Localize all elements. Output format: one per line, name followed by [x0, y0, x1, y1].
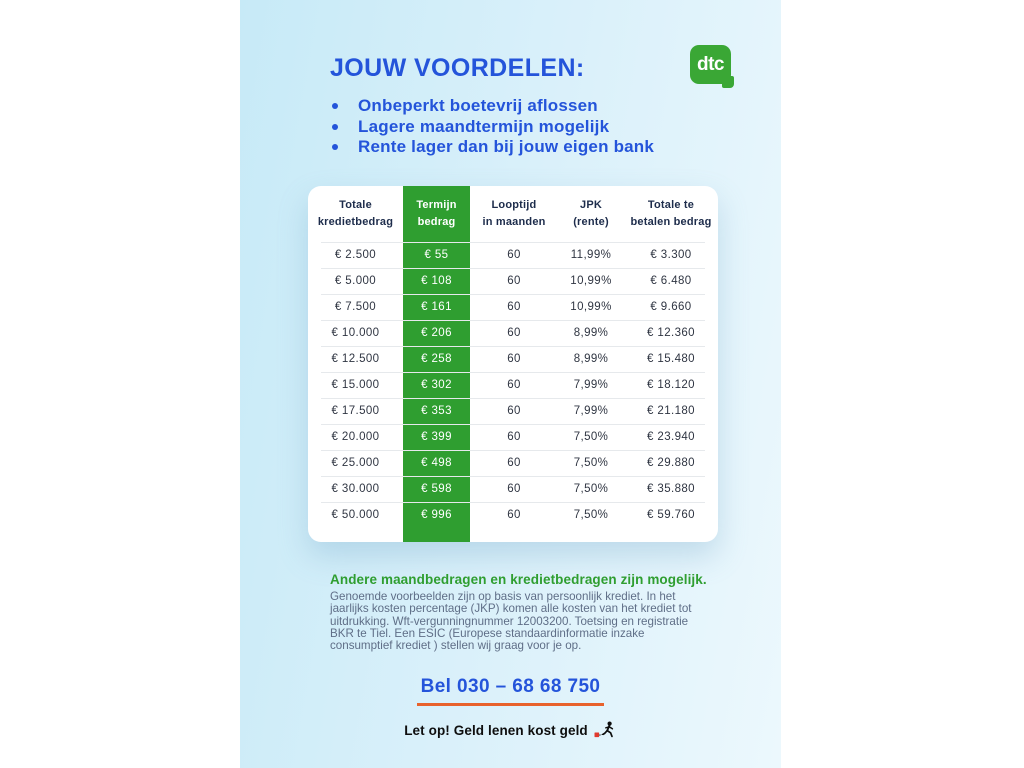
jpk-rate-cell: 8,99%: [573, 353, 609, 365]
jpk-rate-cell: 11,99%: [570, 249, 612, 261]
loan-table-rows: [308, 242, 718, 528]
jpk-rate-cell: 8,99%: [573, 327, 609, 339]
credit-amount-cell: € 30.000: [331, 483, 380, 495]
table-row: [308, 346, 718, 372]
duration-cell: 60: [507, 379, 521, 391]
credit-amount-cell: € 25.000: [331, 457, 380, 469]
benefit-label: Rente lager dan bij jouw eigen bank: [358, 137, 655, 156]
list-item: [332, 137, 654, 158]
disclaimer-line: jaarlijks kosten percentage (JKP) komen alle kosten van het krediet tot: [330, 602, 692, 616]
benefits-list: [332, 96, 654, 158]
table-row: [308, 476, 718, 502]
total-amount-cell: € 12.360: [647, 327, 695, 339]
list-item: [332, 117, 654, 138]
page-title: JOUW VOORDELEN:: [330, 54, 585, 82]
term-amount-cell: € 302: [421, 379, 452, 391]
credit-amount-cell: € 17.500: [331, 405, 380, 417]
credit-amount-cell: € 10.000: [331, 327, 380, 339]
table-row: [308, 424, 718, 450]
term-amount-cell: € 498: [421, 457, 452, 469]
table-row: [308, 398, 718, 424]
disclaimer-line: uitdrukking. Wft-vergunningnummer 12003200. Toetsing en registratie: [330, 614, 689, 628]
table-row: [308, 268, 718, 294]
jpk-rate-cell: 7,99%: [573, 379, 609, 391]
dtc-logo-text: dtc: [697, 53, 724, 75]
list-item: [332, 96, 654, 117]
total-amount-cell: € 23.940: [647, 431, 695, 443]
duration-cell: 60: [507, 249, 521, 261]
duration-cell: 60: [507, 353, 521, 365]
disclaimer-line: Genoemde voorbeelden zijn op basis van persoonlijk krediet. In het: [330, 590, 676, 603]
credit-amount-cell: € 50.000: [331, 509, 380, 521]
duration-cell: 60: [507, 301, 521, 313]
dtc-logo: [690, 45, 731, 84]
credit-amount-cell: € 15.000: [331, 379, 380, 391]
jpk-rate-cell: 7,50%: [573, 483, 609, 495]
credit-amount-header: Totale kredietbedrag: [317, 199, 394, 228]
jpk-rate-cell: 10,99%: [570, 275, 612, 287]
table-header-row: [308, 186, 718, 242]
jpk-rate-cell: 7,99%: [573, 405, 609, 417]
duration-cell: 60: [507, 483, 521, 495]
jpk-rate-cell: 7,50%: [573, 431, 609, 443]
credit-amount-cell: € 5.000: [334, 275, 377, 287]
bullet-dot-icon: [332, 144, 338, 150]
bullet-dot-icon: [332, 103, 338, 109]
term-amount-header: Termijn bedrag: [416, 199, 457, 228]
term-amount-cell: € 258: [421, 353, 452, 365]
jpk-rate-cell: 7,50%: [573, 457, 609, 469]
duration-cell: 60: [507, 509, 521, 521]
table-row: [308, 372, 718, 398]
bullet-dot-icon: [332, 124, 338, 130]
total-amount-cell: € 59.760: [647, 509, 695, 521]
credit-amount-cell: € 20.000: [331, 431, 380, 443]
call-to-action: [240, 676, 781, 706]
total-amount-cell: € 29.880: [647, 457, 695, 469]
duration-cell: 60: [507, 431, 521, 443]
duration-cell: 60: [507, 405, 521, 417]
duration-cell: 60: [507, 457, 521, 469]
loan-rates-table: [308, 186, 718, 542]
legal-disclaimer: [330, 591, 692, 652]
phone-number-link[interactable]: Bel 030 – 68 68 750: [417, 676, 605, 706]
loan-warning: [240, 721, 781, 739]
credit-amount-cell: € 7.500: [334, 301, 377, 313]
table-row: [308, 320, 718, 346]
credit-amount-cell: € 2.500: [334, 249, 377, 261]
other-amounts-note: Andere maandbedragen en kredietbedragen zijn mogelijk.: [330, 572, 707, 587]
table-row: [308, 242, 718, 268]
credit-amount-cell: € 12.500: [331, 353, 380, 365]
term-amount-cell: € 206: [421, 327, 452, 339]
term-amount-cell: € 353: [421, 405, 452, 417]
jpk-rate-cell: 7,50%: [573, 509, 609, 521]
total-amount-cell: € 15.480: [647, 353, 695, 365]
jpk-rate-cell: 10,99%: [570, 301, 612, 313]
table-row: [308, 294, 718, 320]
total-amount-cell: € 18.120: [647, 379, 695, 391]
warning-text: Let op! Geld lenen kost geld: [404, 722, 588, 738]
duration-cell: 60: [507, 275, 521, 287]
table-row: [308, 502, 718, 528]
term-amount-cell: € 108: [421, 275, 452, 287]
benefit-label: Lagere maandtermijn mogelijk: [358, 116, 610, 136]
term-amount-cell: € 161: [421, 301, 452, 313]
term-amount-cell: € 598: [421, 483, 452, 495]
table-row: [308, 450, 718, 476]
term-amount-cell: € 996: [421, 509, 452, 521]
money-ball-runner-icon: [593, 721, 617, 739]
term-amount-cell: € 399: [421, 431, 452, 443]
total-amount-header: Totale te betalen bedrag: [630, 199, 712, 228]
total-amount-cell: € 21.180: [647, 405, 695, 417]
total-amount-cell: € 3.300: [650, 249, 692, 261]
flyer-panel: [240, 0, 781, 768]
disclaimer-line: consumptief krediet ) stellen wij graag voor je op.: [330, 639, 582, 653]
total-amount-cell: € 35.880: [647, 483, 695, 495]
duration-cell: 60: [507, 327, 521, 339]
term-amount-cell: € 55: [424, 249, 449, 261]
benefit-label: Onbeperkt boetevrij aflossen: [358, 96, 598, 115]
total-amount-cell: € 9.660: [650, 301, 692, 313]
duration-header: Looptijd in maanden: [482, 199, 546, 228]
disclaimer-line: BKR te Tiel. Een ESIC (Europese standaardinformatie inzake: [330, 626, 645, 640]
jpk-rate-header: JPK (rente): [573, 199, 609, 228]
total-amount-cell: € 6.480: [650, 275, 692, 287]
